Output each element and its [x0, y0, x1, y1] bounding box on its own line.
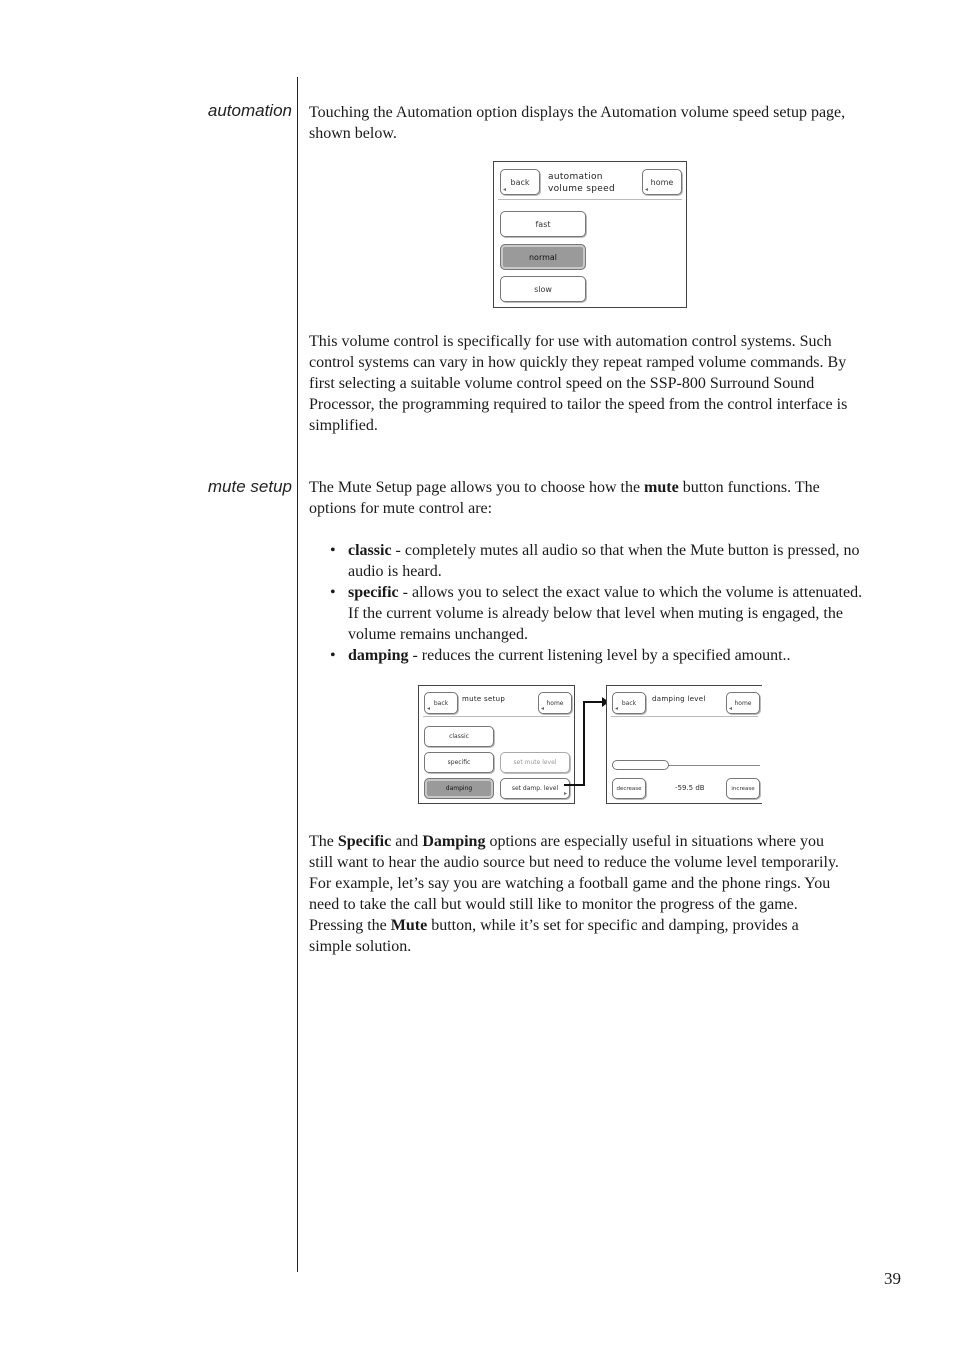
back-button[interactable]: back ◂ — [424, 692, 458, 714]
margin-rule — [297, 77, 298, 1272]
list-item: • damping - reduces the current listening level by a specified amount.. — [309, 645, 864, 666]
level-readout: -59.5 dB — [675, 784, 705, 792]
automation-intro: Touching the Automation option displays the Automation volume speed setup page, shown below. — [309, 104, 846, 142]
header-divider — [423, 716, 570, 717]
decrease-button[interactable]: decrease — [612, 778, 646, 799]
home-arrow-icon: ◂ — [541, 705, 545, 712]
set-mute-level-button[interactable]: set mute level — [500, 752, 570, 773]
section-label-mute-setup: mute setup — [207, 477, 292, 496]
slow-button[interactable]: slow — [500, 276, 586, 302]
home-arrow-icon: ◂ — [729, 705, 733, 712]
mute-closing: The Specific and Damping options are especially useful in situations where you still want to hear the audio source but need to reduce the volume level temporarily. For example, let’s say you are watching a football game and the phone rings. You need to take the call but would still like to monitor the progress of the game. Pressing the Mute button, while it’s set for specific and damping, provides a simple solution. — [309, 833, 839, 955]
mute-options-list — [309, 540, 864, 666]
damping-button[interactable]: damping — [424, 778, 494, 799]
damping-level-screen — [606, 685, 762, 804]
fast-button[interactable]: fast — [500, 211, 586, 237]
list-item: • specific - allows you to select the exact value to which the volume is attenuated. If the current volume is already below that level when muting is engaged, the volume remains unchanged. — [309, 582, 864, 645]
back-arrow-icon: ◂ — [503, 186, 507, 193]
level-slider[interactable] — [612, 760, 669, 770]
home-button[interactable]: home ◂ — [538, 692, 572, 714]
header-divider — [611, 716, 758, 717]
back-button[interactable]: back ◂ — [500, 169, 540, 195]
mute-intro: The Mute Setup page allows you to choose how the mute button functions. The options for mute control are: — [309, 479, 820, 517]
set-damp-level-button[interactable]: set damp. level ▸ — [500, 778, 570, 799]
back-arrow-icon: ◂ — [615, 705, 619, 712]
automation-body: This volume control is specifically for use with automation control systems. Such control systems can vary in how quickly they repeat ramped volume commands. By first selecting a suitable volume control speed on the SSP-800 Surround Sound Processor, the programming required to tailor the speed from the control interface is simplified. — [309, 333, 848, 434]
header-divider — [498, 199, 682, 200]
home-button[interactable]: home ◂ — [642, 169, 682, 195]
home-button[interactable]: home ◂ — [726, 692, 760, 714]
back-button[interactable]: back ◂ — [612, 692, 646, 714]
screen-title: automation volume speed — [548, 172, 615, 194]
connector-arrow-icon — [560, 695, 610, 790]
automation-screen — [493, 161, 687, 308]
specific-button[interactable]: specific — [424, 752, 494, 773]
mute-setup-screen — [418, 685, 575, 804]
screen-title: damping level — [652, 695, 706, 703]
home-arrow-icon: ◂ — [645, 186, 649, 193]
screen-title: mute setup — [462, 695, 506, 703]
classic-button[interactable]: classic — [424, 726, 494, 747]
back-arrow-icon: ◂ — [427, 705, 431, 712]
increase-button[interactable]: increase — [726, 778, 760, 799]
section-label-automation: automation — [207, 101, 292, 120]
list-item: • classic - completely mutes all audio so that when the Mute button is pressed, no audio is heard. — [309, 540, 864, 582]
page-number: 39 — [884, 1269, 901, 1288]
forward-arrow-icon: ▸ — [563, 790, 567, 797]
normal-button[interactable]: normal — [500, 244, 586, 270]
